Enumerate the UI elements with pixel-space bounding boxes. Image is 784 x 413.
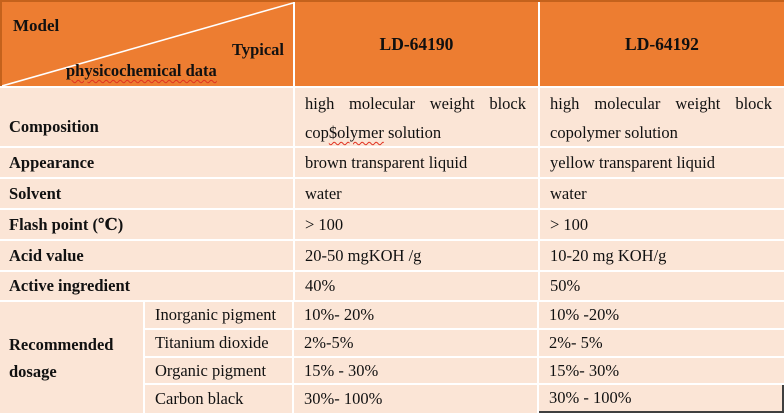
- organic-pigment-label: Organic pigment: [145, 358, 294, 383]
- flash-point-label: Flash point (℃): [0, 210, 295, 239]
- flash-point-value-ld64190: > 100: [295, 210, 540, 239]
- inorganic-pigment-ld64192: 10% -20%: [549, 305, 620, 324]
- titanium-dioxide-label: Titanium dioxide: [145, 330, 294, 356]
- dosage-sub-rows: [145, 302, 784, 413]
- solvent-value-ld64190: water: [295, 179, 540, 208]
- acid-value-label: Acid value: [0, 241, 295, 270]
- row-inorganic-pigment: [145, 302, 784, 330]
- row-active-ingredient: [0, 272, 784, 302]
- appearance-value-ld64190: brown transparent liquid: [295, 148, 540, 177]
- active-ingredient-label: Active ingredient: [0, 272, 295, 300]
- titanium-dioxide-ld64192: 2%- 5%: [549, 333, 603, 352]
- row-acid-value: [0, 241, 784, 272]
- table-header-row: [0, 0, 784, 88]
- carbon-black-label: Carbon black: [145, 385, 294, 413]
- composition-text-post: solution: [383, 123, 442, 142]
- composition-misspelled-word: $olymer: [328, 123, 384, 142]
- header-col-ld64192: LD-64192: [625, 33, 699, 54]
- carbon-black-ld64190: 30%- 100%: [294, 385, 539, 413]
- inorganic-pigment-ld64190: 10%- 20%: [294, 302, 539, 328]
- composition-label: Composition: [0, 88, 295, 146]
- organic-pigment-ld64192: 15%- 30%: [549, 360, 620, 380]
- solvent-label: Solvent: [0, 179, 295, 208]
- recommended-dosage-label: Recommended dosage: [0, 302, 145, 413]
- inorganic-pigment-label: Inorganic pigment: [145, 302, 294, 328]
- acid-value-ld64190: 20-50 mgKOH /g: [295, 241, 540, 270]
- recommended-dosage-section: [0, 302, 784, 413]
- row-carbon-black: [145, 385, 784, 413]
- row-solvent: [0, 179, 784, 210]
- header-model-label: Model: [13, 16, 60, 35]
- carbon-black-ld64192: 30% - 100%: [539, 385, 784, 413]
- acid-value-ld64192: 10-20 mg KOH/g: [550, 245, 667, 265]
- row-appearance: [0, 148, 784, 179]
- active-ingredient-ld64192: 50%: [550, 276, 581, 295]
- row-composition: [0, 88, 784, 148]
- appearance-label: Appearance: [0, 148, 295, 177]
- titanium-dioxide-ld64190: 2%-5%: [294, 330, 539, 356]
- row-titanium-dioxide: [145, 330, 784, 358]
- flash-point-value-ld64192: > 100: [550, 214, 589, 234]
- row-organic-pigment: [145, 358, 784, 385]
- composition-text-pre: high molecular weight block cop: [305, 94, 526, 142]
- active-ingredient-ld64190: 40%: [295, 272, 540, 300]
- header-col-ld64190: LD-64190: [295, 2, 540, 86]
- header-typical-label: Typical: [232, 40, 284, 59]
- composition-value-ld64192: high molecular weight block copolymer solution: [550, 94, 772, 142]
- header-physicochemical-label: physicochemical data: [66, 61, 217, 80]
- header-corner-cell: [0, 2, 295, 86]
- organic-pigment-ld64190: 15% - 30%: [294, 358, 539, 383]
- solvent-value-ld64192: water: [550, 183, 587, 203]
- row-flash-point: [0, 210, 784, 241]
- appearance-value-ld64192: yellow transparent liquid: [550, 152, 715, 172]
- composition-value-ld64190: [295, 88, 540, 146]
